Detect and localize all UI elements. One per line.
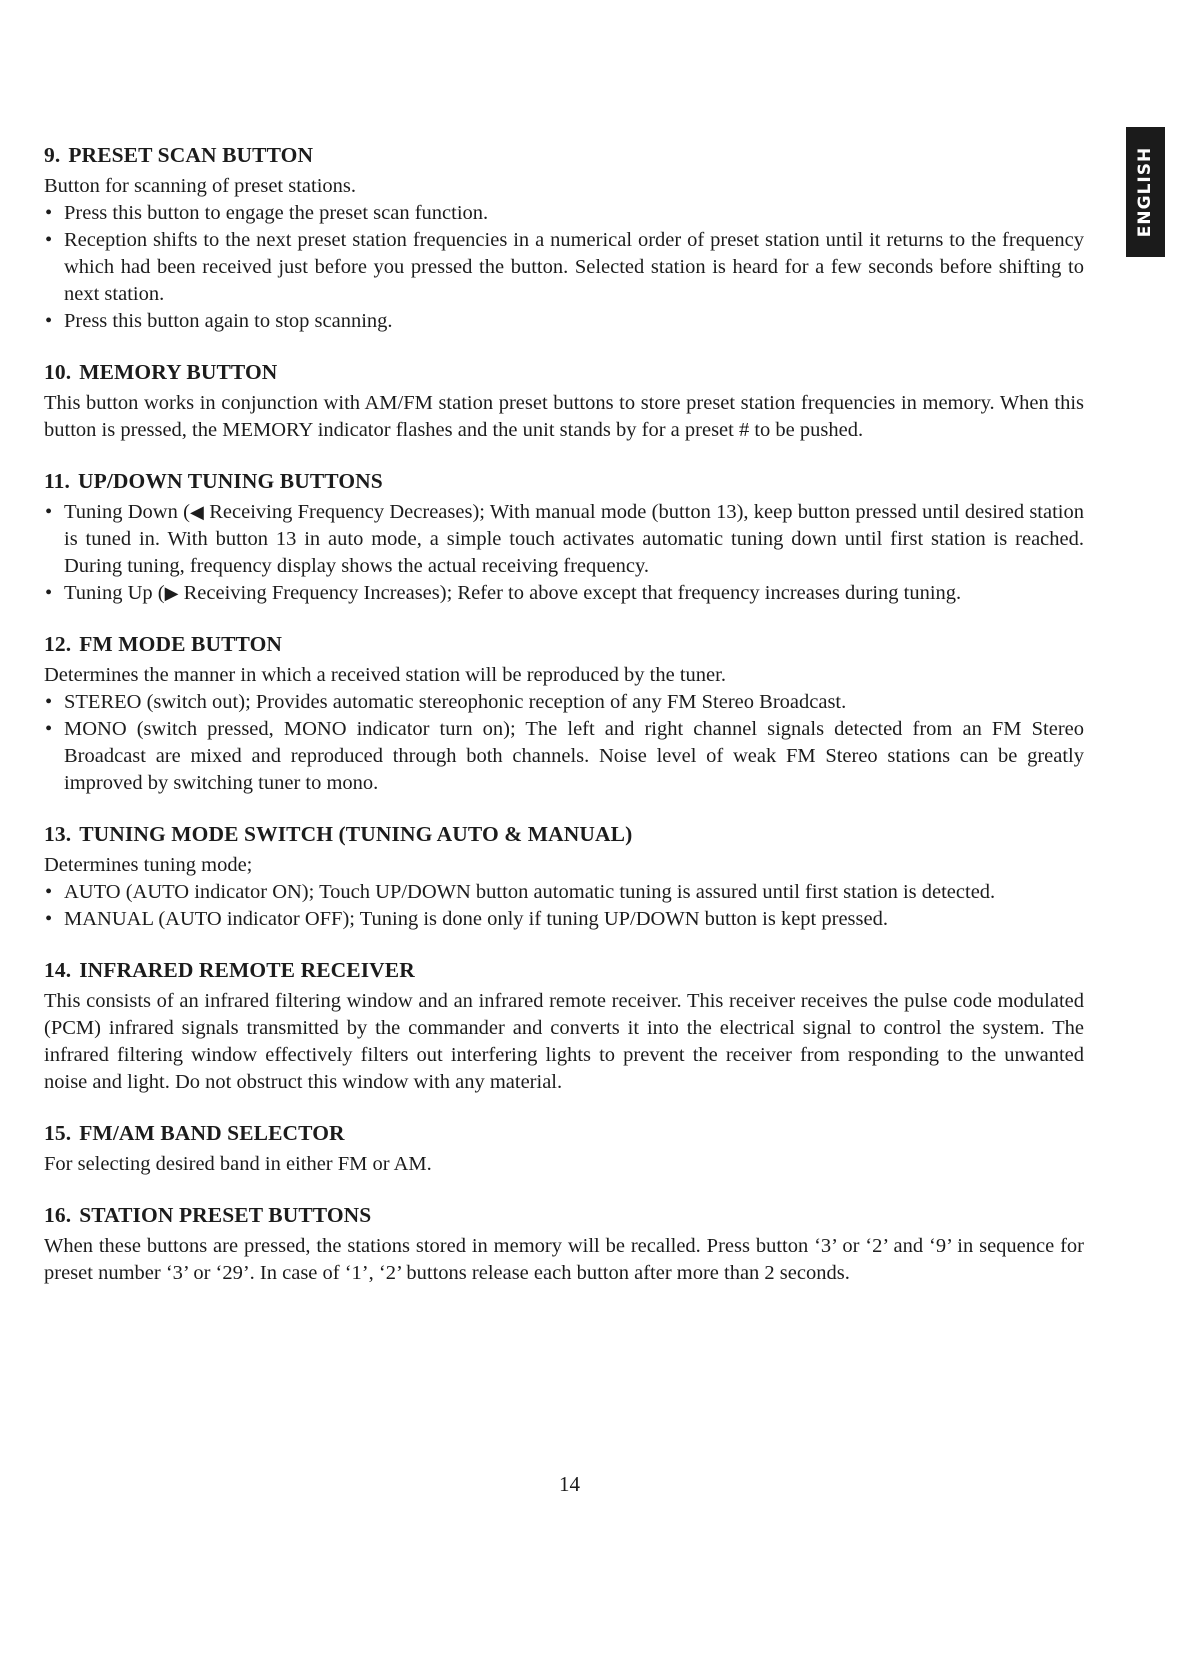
bullet-item: • Reception shifts to the next preset station frequencies in a numerical order of preset station until it returns to the frequency which had been received just before you pressed the button. Selected station is heard for a few seconds before shifting to next station. <box>45 229 1084 305</box>
bullet-item: • Press this button to engage the preset scan function. <box>44 200 1084 227</box>
section-tuning-mode-switch <box>44 819 1084 933</box>
section-heading: 13. TUNING MODE SWITCH (TUNING AUTO & MANUAL) <box>44 822 633 846</box>
section-heading: 10. MEMORY BUTTON <box>44 360 278 384</box>
bullet-item: • Tuning Up (▶ Receiving Frequency Increases); Refer to above except that frequency increases during tuning. <box>44 580 1084 607</box>
bullet-icon: • <box>45 229 53 251</box>
section-heading: 16. STATION PRESET BUTTONS <box>44 1203 372 1227</box>
bullet-item: • Tuning Down (◀ Receiving Frequency Decreases); With manual mode (button 13), keep button pressed until desired station is tuned in. With button 13 in auto mode, a simple touch activates automatic tuning down until first station is reached. During tuning, frequency display shows the actual receiving frequency. <box>45 501 1084 577</box>
language-tab-label: ENGLISH <box>1135 146 1156 238</box>
bullet-item: • AUTO (AUTO indicator ON); Touch UP/DOWN button automatic tuning is assured until first station is detected. <box>44 879 1084 906</box>
section-heading: 11. UP/DOWN TUNING BUTTONS <box>44 469 383 493</box>
section-heading: 12. FM MODE BUTTON <box>44 632 283 656</box>
bullet-icon: • <box>45 718 53 740</box>
section-text: This consists of an infrared filtering window and an infrared remote receiver. This receiver receives the pulse code modulated (PCM) infrared signals transmitted by the commander and converts it into the electrical signal to control the system. The infrared filtering window effectively filters out interfering lights to prevent the receiver from responding to the unwanted noise and light. Do not obstruct this window with any material. <box>44 990 1084 1093</box>
section-station-preset-buttons <box>44 1200 1084 1287</box>
manual-page <box>44 140 1084 1309</box>
section-fm-mode-button <box>44 629 1084 797</box>
section-text: When these buttons are pressed, the stations stored in memory will be recalled. Press button ‘3’ or ‘2’ and ‘9’ in sequence for preset number ‘3’ or ‘29’. In case of ‘1’, ‘2’ buttons release each button after more than 2 seconds. <box>44 1235 1084 1284</box>
section-heading: 14. INFRARED REMOTE RECEIVER <box>44 958 415 982</box>
bullet-list <box>44 200 1084 335</box>
bullet-icon: • <box>45 202 53 224</box>
bullet-icon: • <box>45 881 53 903</box>
section-intro: Button for scanning of preset stations. <box>44 175 357 197</box>
bullet-item: • Press this button again to stop scanning. <box>44 308 1084 335</box>
section-heading: 15. FM/AM BAND SELECTOR <box>44 1121 345 1145</box>
arrow-left-icon: ◀ <box>189 502 204 523</box>
bullet-icon: • <box>45 501 53 523</box>
bullet-icon: • <box>45 310 53 332</box>
section-infrared-remote-receiver <box>44 955 1084 1096</box>
section-preset-scan-button <box>44 140 1084 335</box>
section-text: This button works in conjunction with AM/FM station preset buttons to store preset station frequencies in memory. When this button is pressed, the MEMORY indicator flashes and the unit stands by for a preset # to be pushed. <box>44 392 1084 441</box>
section-intro: Determines tuning mode; <box>44 854 253 876</box>
section-up-down-tuning-buttons <box>44 466 1084 607</box>
page-number: 14 <box>559 1472 580 1496</box>
section-fm-am-band-selector <box>44 1118 1084 1178</box>
section-heading: 9. PRESET SCAN BUTTON <box>44 143 314 167</box>
bullet-item: • MONO (switch pressed, MONO indicator turn on); The left and right channel signals detected from an FM Stereo Broadcast are mixed and reproduced through both channels. Noise level of weak FM Stereo stations can be greatly improved by switching tuner to mono. <box>45 718 1084 794</box>
bullet-icon: • <box>45 582 53 604</box>
bullet-list <box>44 499 1084 607</box>
bullet-item: • STEREO (switch out); Provides automatic stereophonic reception of any FM Stereo Broadcast. <box>44 689 1084 716</box>
bullet-icon: • <box>45 691 53 713</box>
arrow-right-icon: ▶ <box>164 583 179 604</box>
section-memory-button <box>44 357 1084 444</box>
bullet-list <box>44 689 1084 797</box>
bullet-item: • MANUAL (AUTO indicator OFF); Tuning is done only if tuning UP/DOWN button is kept pressed. <box>44 906 1084 933</box>
bullet-list <box>44 879 1084 933</box>
section-text: For selecting desired band in either FM or AM. <box>44 1153 432 1175</box>
language-tab <box>1126 127 1165 257</box>
bullet-icon: • <box>45 908 53 930</box>
section-intro: Determines the manner in which a received station will be reproduced by the tuner. <box>44 664 726 686</box>
